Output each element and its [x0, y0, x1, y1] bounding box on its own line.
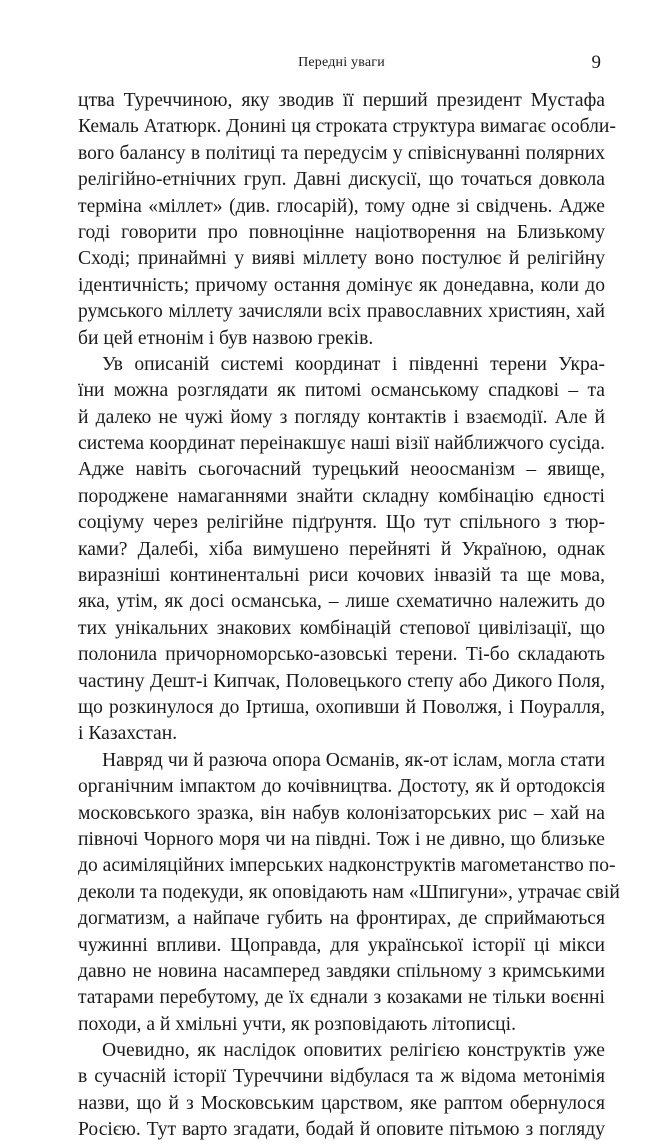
text-line: чужинні впливи. Щоправда, для української історії ці мікси: [78, 934, 605, 956]
text-line: терміна «міллет» (див. глосарій), тому одне зі свідчень. Адже: [78, 195, 605, 217]
text-line: Сході; принаймні у вияві міллету воно постулює й релігійну: [78, 248, 605, 270]
text-line: й далеко не чужі йому з погляду контактів і взаємодії. Але й: [78, 406, 605, 428]
text-line: походи, а й хмільні учти, як розповідають літописці.: [78, 1013, 516, 1035]
text-line: яка, утім, як досі османська, – лише схематично належить до: [78, 591, 605, 613]
text-line: полонила причорноморсько-азовські терени. Ті-бо складають: [78, 644, 605, 666]
running-head: [78, 52, 605, 76]
text-line: Кемаль Ататюрк. Донині ця строката структура вимагає особли-: [78, 116, 616, 138]
text-line: назви, що й з Московським царством, яке раптом обернулося: [78, 1092, 605, 1114]
text-line: система координат переінакшує наші візії найближчого сусіда.: [78, 433, 605, 455]
text-line: вого балансу в політиці та передусім у співіснуванні полярних: [78, 142, 605, 164]
text-line: румського міллету зачисляли всіх православних християн, хай: [78, 301, 605, 323]
text-line: півночі Чорного моря чи на півдні. Тож і не дивно, що близьке: [78, 828, 605, 850]
text-line: тих унікальних знакових комбінацій степової цивілізації, що: [78, 617, 605, 639]
text-line: органічним імпактом до кочівництва. Достоту, як й ортодоксія: [78, 776, 605, 798]
text-line: виразніші континентальні риси кочових інвазій та ще мова,: [78, 565, 605, 587]
text-line: Росією. Тут варто згадати, бодай й оповите пітьмою з погляду: [78, 1119, 605, 1141]
text-line: Ув описаній системі координат і південні терени Укра-: [102, 353, 605, 375]
text-line: Адже навіть сьогочасний турецький неоосманізм – явище,: [78, 459, 605, 481]
text-line: їни можна розглядати як питомі османському спадкові – та: [78, 380, 605, 402]
text-line: ідентичність; причому остання домінує як донедавна, коли до: [78, 274, 605, 296]
text-line: би цей етнонім і був назвою греків.: [78, 327, 374, 349]
page-number: 9: [591, 52, 601, 73]
text-line: ками? Далебі, хіба вимушено перейняті й Україною, однак: [78, 538, 605, 560]
text-line: цтва Туреччиною, яку зводив її перший президент Мустафа: [78, 90, 605, 111]
text-line: до асиміляційних імперських надконструктів магометанство по-: [78, 855, 616, 877]
text-line: годі говорити про повноцінне націотворення на Близькому: [78, 221, 605, 243]
text-line: соціуму через релігійне підґрунтя. Що тут спільного з тюр-: [78, 512, 605, 534]
text-line: Очевидно, як наслідок оповитих релігією конструктів уже: [102, 1040, 605, 1062]
text-line: татарами перебутому, де їх єднали з козаками не тільки воєнні: [78, 987, 605, 1009]
text-line: давно не новина насамперед завдяки спільному з кримськими: [78, 960, 605, 982]
text-line: частину Дешт-і Кипчак, Половецького степу або Дикого Поля,: [78, 670, 605, 692]
text-line: московського зразка, він набув колонізаторських рис – хай на: [78, 802, 605, 824]
text-line: деколи та подекуди, як оповідають нам «Шпигуни», утрачає свій: [78, 881, 620, 903]
text-line: породжене намаганнями знайти складну комбінацію єдності: [78, 485, 605, 507]
running-head-title: Передні уваги: [298, 55, 385, 70]
body-text: [78, 88, 620, 1144]
text-line: що розкинулося до Іртиша, охопивши й Поволжя, і Поуралля,: [78, 696, 605, 718]
text-line: догматизм, а найпаче губить на фронтирах, де сприймаються: [78, 908, 605, 930]
text-line: в сучасній історії Туреччини відбулася та ж відома метонімія: [78, 1066, 605, 1088]
text-line: релігійно-етнічних груп. Давні дискусії, що точаться довкола: [78, 169, 605, 191]
text-line: і Казахстан.: [78, 723, 178, 745]
text-line: Навряд чи й разюча опора Османів, як-от іслам, могла стати: [102, 749, 605, 771]
